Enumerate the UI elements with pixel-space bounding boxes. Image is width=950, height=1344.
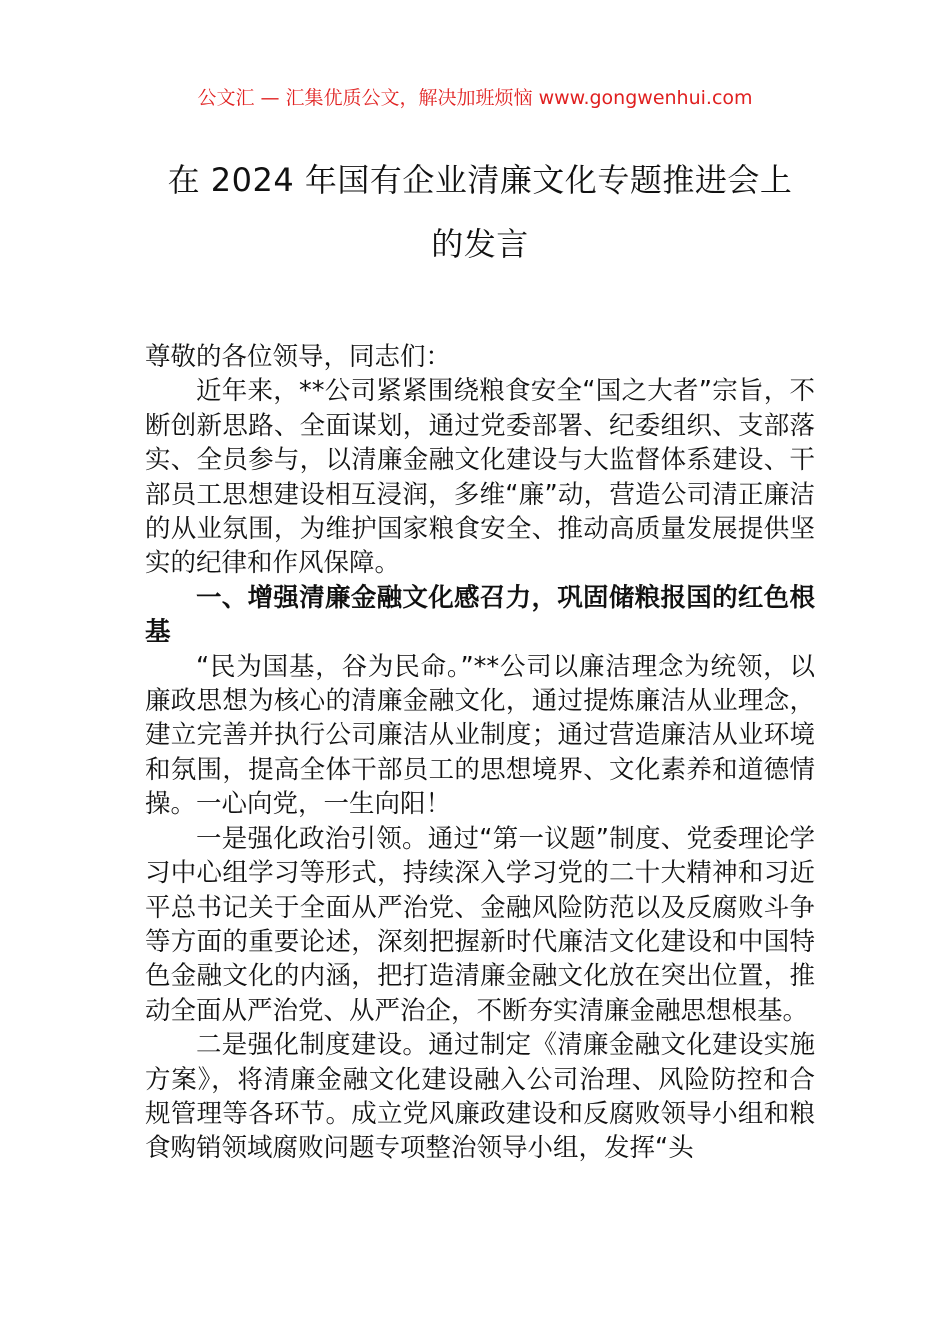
site-header-banner[interactable]: 公文汇 — 汇集优质公文，解决加班烦恼 www.gongwenhui.com [197,87,753,109]
paragraph-system-building: 二是强化制度建设。通过制定《清廉金融文化建设实施方案》，将清廉金融文化建设融入公司治理、风险防控和合规管理等各环节。成立党风廉政建设和反腐败领导小组和粮食购销领域腐败问题专项整治领导小组，发挥“头 [145,1030,815,1164]
document-body [145,340,815,1166]
salutation: 尊敬的各位领导，同志们： [145,342,452,372]
title-line-1: 在 2024 年国有企业清廉文化专题推进会上 [167,161,793,199]
paragraph-intro: 近年来，**公司紧紧围绕粮食安全“国之大者”宗旨，不断创新思路、全面谋划，通过党委部署、纪委组织、支部落实、全员参与，以清廉金融文化建设与大监督体系建设、干部员工思想建设相互浸润，多维“廉”动，营造公司清正廉洁的从业氛围，为维护国家粮食安全、推动高质量发展提供坚实的纪律和作风保障。 [145,376,815,579]
paragraph-political-guidance: 一是强化政治引领。通过“第一议题”制度、党委理论学习中心组学习等形式，持续深入学习党的二十大精神和习近平总书记关于全面从严治党、金融风险防范以及反腐败斗争等方面的重要论述，深刻把握新时代廉洁文化建设和中国特色金融文化的内涵，把打造清廉金融文化放在突出位置，推动全面从严治党、从严治企，不断夯实清廉金融思想根基。 [145,823,815,1026]
section-heading-1: 一、增强清廉金融文化感召力，巩固储粮报国的红色根基 [145,582,815,648]
paragraph-quote: “民为国基，谷为民命。”**公司以廉洁理念为统领，以廉政思想为核心的清廉金融文化，通过提炼廉洁从业理念，建立完善并执行公司廉洁从业制度；通过营造廉洁从业环境和氛围，提高全体干部员工的思想境界、文化素养和道德情操。一心向党，一生向阳！ [145,651,815,820]
document-title [140,148,820,276]
title-line-2: 的发言 [431,225,529,263]
